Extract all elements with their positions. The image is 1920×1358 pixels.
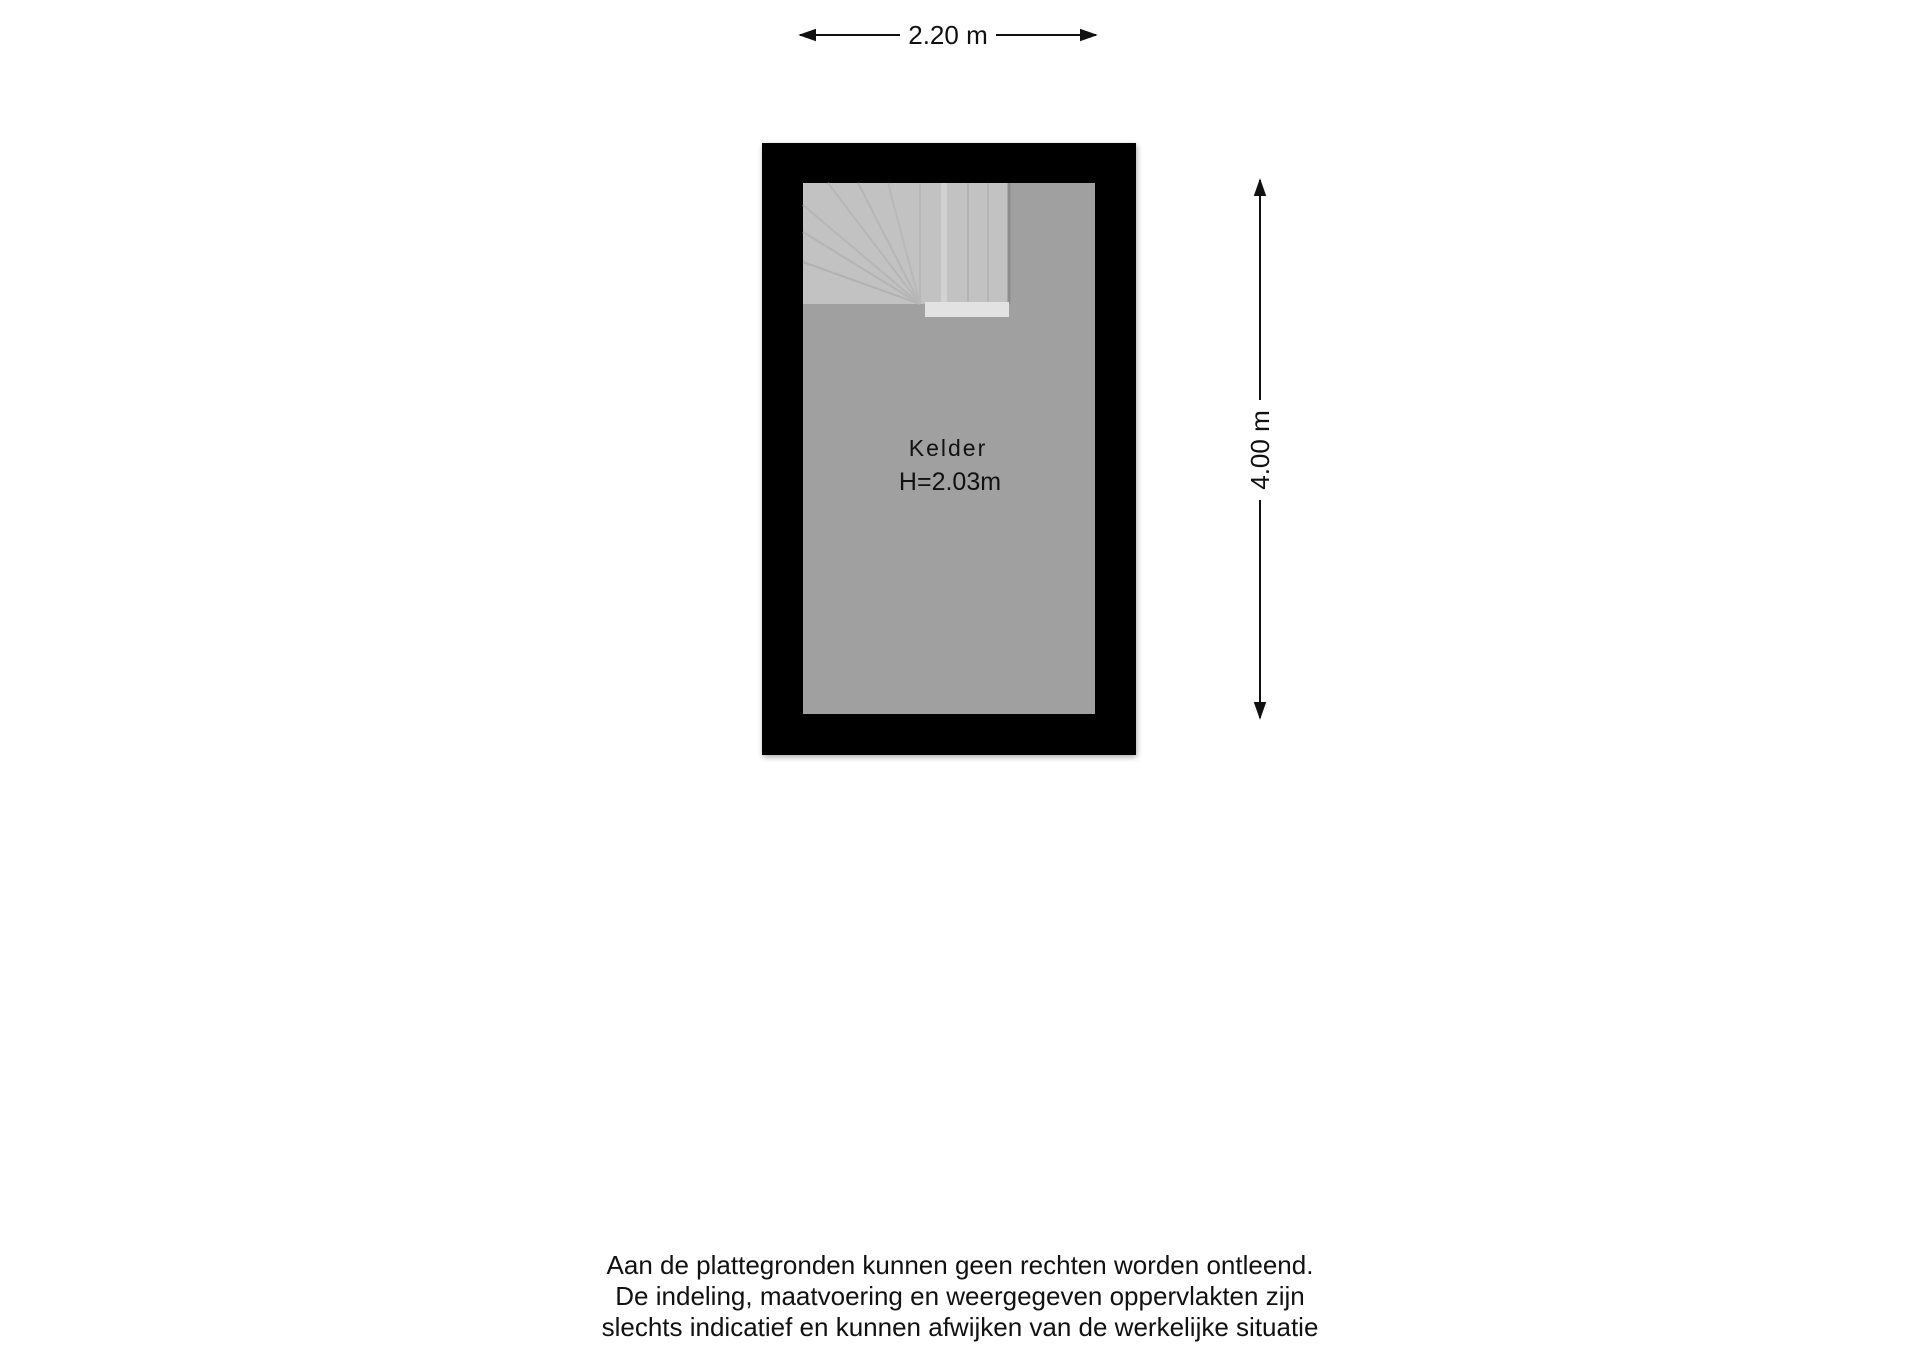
height-dimension-label: 4.00 m	[1245, 410, 1275, 490]
disclaimer-line: slechts indicatief en kunnen afwijken van de werkelijke situatie	[601, 1312, 1319, 1342]
disclaimer	[0, 1250, 1920, 1343]
room-name-label: Kelder	[908, 435, 988, 461]
room-height-label: H=2.03m	[898, 468, 1002, 496]
staircase	[803, 183, 1009, 317]
width-dimension	[800, 20, 1096, 50]
disclaimer-line: Aan de plattegronden kunnen geen rechten worden ontleend.	[606, 1250, 1314, 1280]
height-dimension	[1245, 180, 1275, 718]
width-dimension-label: 2.20 m	[908, 20, 988, 50]
stair-landing-edge	[925, 302, 1009, 317]
room-kelder	[762, 143, 1136, 755]
disclaimer-line: De indeling, maatvoering en weergegeven oppervlakten zijn	[615, 1281, 1305, 1311]
